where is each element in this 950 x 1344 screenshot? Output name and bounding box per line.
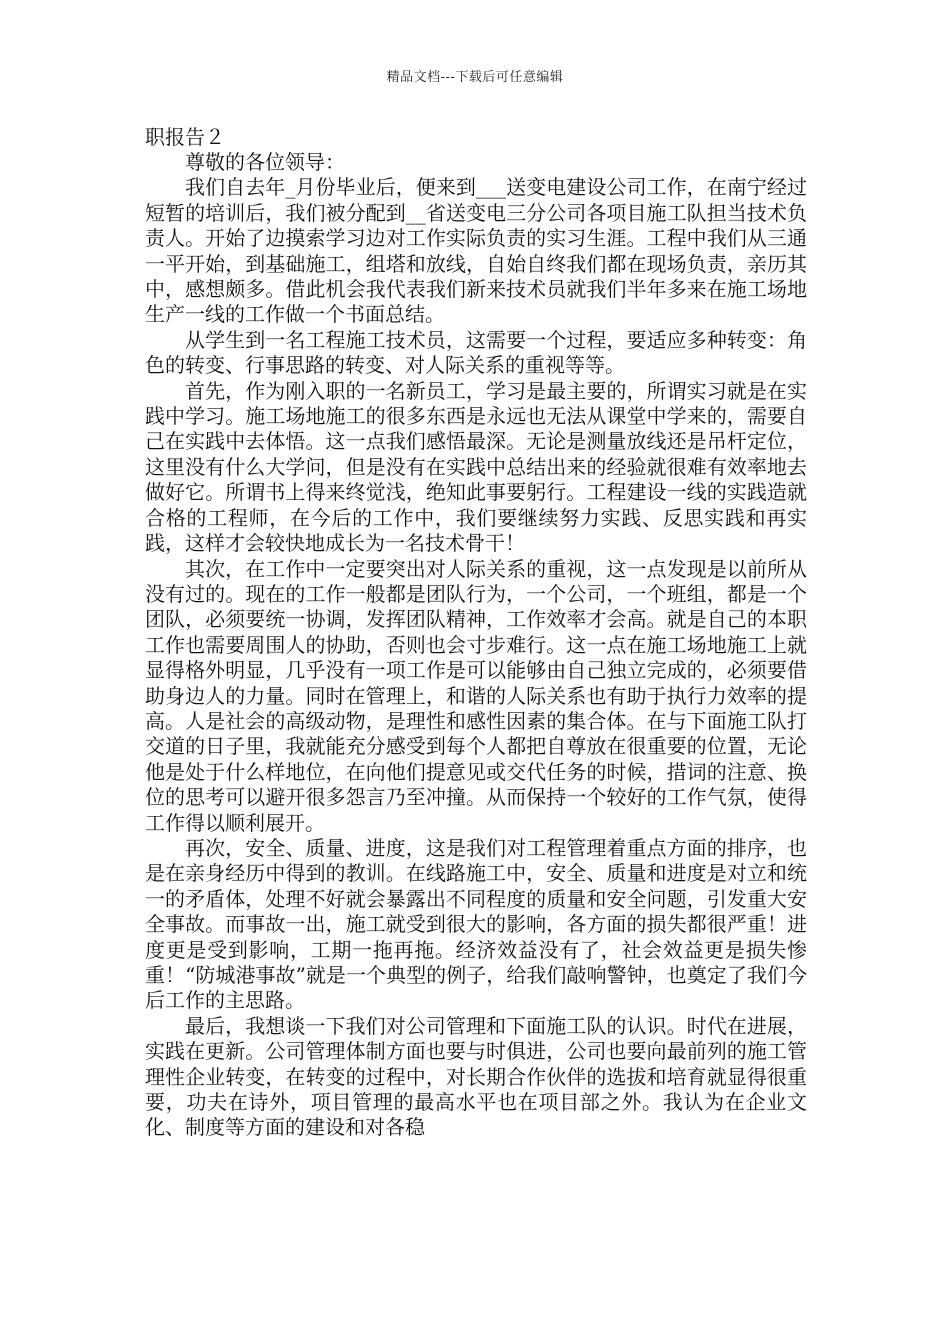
paragraph-third-safety: 再次，安全、质量、进度，这是我们对工程管理着重点方面的排序，也是在亲身经历中得到的教训。在线路施工中，安全、质量和进度是对立和统一的矛盾体，处理不好就会暴露出不同程度的质量和安全问题，引发重大安全事故。而事故一出，施工就受到很大的影响，各方面的损失都很严重！进度更是受到影响，工期一拖再拖。经济效益没有了，社会效益更是损失惨重！“防城港事故”就是一个典型的例子，给我们敲响警钟，也奠定了我们今后工作的主思路。 (145, 835, 807, 1013)
paragraph-last-management: 最后，我想谈一下我们对公司管理和下面施工队的认识。时代在进展，实践在更新。公司管理体制方面也要与时俱进，公司也要向最前列的施工管理性企业转变，在转变的过程中，对长期合作伙伴的选拔和培育就显得很重要，功夫在诗外，项目管理的最高水平也在项目部之外。我认为在企业文化、制度等方面的建设和对各稳 (145, 1013, 807, 1140)
paragraph-intro: 我们自去年_月份毕业后，便来到___送变电建设公司工作，在南宁经过短暂的培训后，我们被分配到__省送变电三分公司各项目施工队担当技术负责人。开始了边摸索学习边对工作实际负责的实习生涯。工程中我们从三通一平开始，到基础施工，组塔和放线，自始自终我们都在现场负责，亲历其中，感想颇多。借此机会我代表我们新来技术员就我们半年多来在施工场地生产一线的工作做一个书面总结。 (145, 175, 807, 327)
salutation: 尊敬的各位领导： (185, 150, 345, 174)
document-body (145, 125, 807, 1141)
document-title: 职报告２ (145, 125, 225, 149)
paragraph-transition: 从学生到一名工程施工技术员，这需要一个过程，要适应多种转变：角色的转变、行事思路的转变、对人际关系的重视等等。 (145, 327, 807, 378)
page-header: 精品文档---下载后可任意编辑 (386, 70, 564, 85)
paragraph-first-learning: 首先，作为刚入职的一名新员工，学习是最主要的，所谓实习就是在实践中学习。施工场地施工的很多东西是永远也无法从课堂中学来的，需要自己在实践中去体悟。这一点我们感悟最深。无论是测量放线还是吊杆定位，这里没有什么大学问，但是没有在实践中总结出来的经验就很难有效率地去做好它。所谓书上得来终觉浅，绝知此事要躬行。工程建设一线的实践造就合格的工程师，在今后的工作中，我们要继续努力实践、反思实践和再实践，这样才会较快地成长为一名技术骨干！ (145, 378, 807, 556)
paragraph-second-relations: 其次，在工作中一定要突出对人际关系的重视，这一点发现是以前所从没有过的。现在的工作一般都是团队行为，一个公司，一个班组，都是一个团队，必须要统一协调，发挥团队精神，工作效率才会高。就是自己的本职工作也需要周围人的协助，否则也会寸步难行。这一点在施工场地施工上就显得格外明显，几乎没有一项工作是可以能够由自己独立完成的，必须要借助身边人的力量。同时在管理上，和谐的人际关系也有助于执行力效率的提高。人是社会的高级动物，是理性和感性因素的集合体。在与下面施工队打交道的日子里，我就能充分感受到每个人都把自尊放在很重要的位置，无论他是处于什么样地位，在向他们提意见或交代任务的时候，措词的注意、换位的思考可以避开很多怨言乃至冲撞。从而保持一个较好的工作气氛，使得工作得以顺利展开。 (145, 556, 807, 835)
